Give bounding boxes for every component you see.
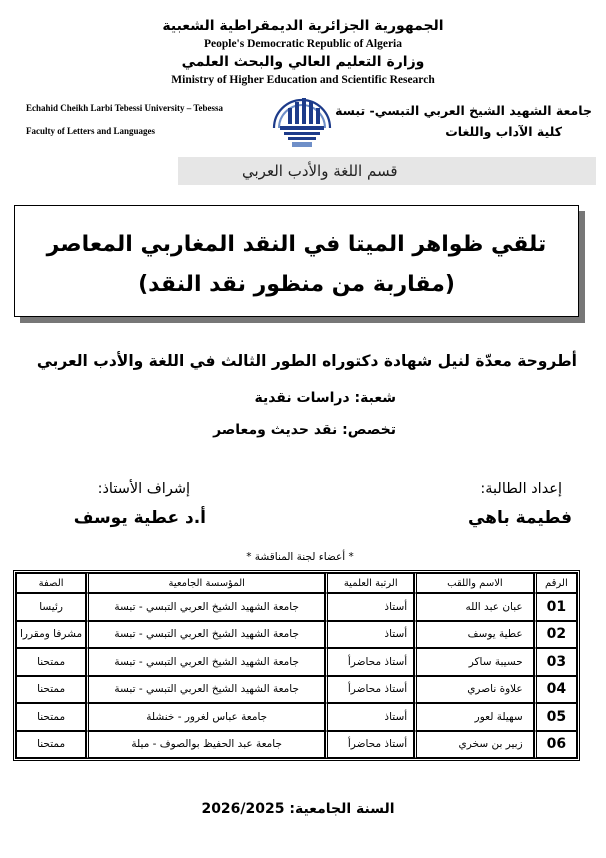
- jury-institution: جامعة الشهيد الشيخ العربي التبسي - تبسة: [86, 621, 325, 649]
- jury-role: ممتحنا: [16, 648, 86, 676]
- university-logo-icon: [268, 88, 336, 150]
- jury-institution: جامعة الشهيد الشيخ العربي التبسي - تبسة: [86, 593, 325, 621]
- branch-value: دراسات نقدية: [254, 390, 350, 406]
- jury-role: ممتحنا: [16, 676, 86, 704]
- table-row: [16, 731, 577, 759]
- university-name-en: Echahid Cheikh Larbi Tebessi University – Tebessa: [26, 103, 224, 113]
- title-frame: [14, 205, 585, 323]
- faculty-ar: كلية الآداب واللغات: [445, 124, 562, 139]
- jury-number: 05: [534, 703, 577, 731]
- table-row: [16, 703, 577, 731]
- jury-name: حسيبة ساكر: [414, 648, 534, 676]
- jury-table: [13, 570, 580, 761]
- col-rank: الرتبة العلمية: [325, 573, 414, 593]
- table-row: [16, 593, 577, 621]
- branch-line: شعبة: دراسات نقدية: [254, 390, 396, 406]
- jury-rank: أستاذ: [325, 703, 414, 731]
- jury-number: 06: [534, 731, 577, 759]
- jury-role: ممتحنا: [16, 703, 86, 731]
- academic-year: [190, 801, 406, 817]
- title-box: [14, 205, 579, 317]
- thesis-statement: أطروحة معدّة لنيل شهادة دكتوراه الطور الثالث في اللغة والأدب العربي: [36, 352, 577, 370]
- table-row: [16, 676, 577, 704]
- jury-institution: جامعة عباس لغرور - خنشلة: [86, 703, 325, 731]
- academic-year-value: 2026/2025: [201, 801, 285, 817]
- jury-institution: جامعة عبد الحفيظ بوالصوف - ميلة: [86, 731, 325, 759]
- jury-name: زبير بن سخري: [414, 731, 534, 759]
- jury-rank: أستاذ: [325, 593, 414, 621]
- jury-name: علاوة ناصري: [414, 676, 534, 704]
- specialty-label: تخصص: [347, 422, 396, 438]
- jury-role: ممتحنا: [16, 731, 86, 759]
- republic-en: People's Democratic Republic of Algeria: [203, 38, 402, 50]
- jury-number: 03: [534, 648, 577, 676]
- jury-name: سهيلة لعور: [414, 703, 534, 731]
- col-institution: المؤسسة الجامعية: [86, 573, 325, 593]
- jury-header-row: [16, 573, 577, 593]
- academic-year-label: السنة الجامعية:: [289, 801, 395, 817]
- jury-role: رئيسا: [16, 593, 86, 621]
- supervisor-name: أ.د عطية يوسف: [73, 508, 206, 528]
- jury-name: عبان عبد الله: [414, 593, 534, 621]
- student-name: فطيمة باهي: [467, 508, 572, 528]
- branch-label: شعبة: [360, 390, 396, 406]
- jury-number: 01: [534, 593, 577, 621]
- jury-caption: * أعضاء لجنة المناقشة *: [246, 551, 354, 563]
- student-label: إعداد الطالبة:: [480, 481, 562, 497]
- specialty-value: نقد حديث ومعاصر: [213, 422, 338, 438]
- university-name-ar: جامعة الشهيد الشيخ العربي التبسي- تبسة: [335, 103, 592, 118]
- jury-number: 04: [534, 676, 577, 704]
- ministry-en: Ministry of Higher Education and Scientific Research: [171, 74, 435, 86]
- jury-rank: أستاذ محاضرأ: [325, 648, 414, 676]
- faculty-en: Faculty of Letters and Languages: [26, 126, 155, 136]
- jury-rank: أستاذ محاضرأ: [325, 731, 414, 759]
- col-number: الرقم: [534, 573, 577, 593]
- jury-rank: أستاذ: [325, 621, 414, 649]
- jury-role: مشرفا ومقررا: [16, 621, 86, 649]
- table-row: [16, 621, 577, 649]
- department-bar: قسم اللغة والأدب العربي: [178, 157, 596, 185]
- jury-institution: جامعة الشهيد الشيخ العربي التبسي - تبسة: [86, 676, 325, 704]
- col-name: الاسم واللقب: [414, 573, 534, 593]
- col-role: الصفة: [16, 573, 86, 593]
- table-row: [16, 648, 577, 676]
- jury-name: عطية يوسف: [414, 621, 534, 649]
- jury-rank: أستاذ محاضرأ: [325, 676, 414, 704]
- jury-institution: جامعة الشهيد الشيخ العربي التبسي - تبسة: [86, 648, 325, 676]
- ministry-ar: وزارة التعليم العالي والبحث العلمي: [181, 54, 425, 70]
- thesis-title: تلقي ظواهر الميتا في النقد المغاربي المعاصر: [46, 232, 547, 257]
- jury-number: 02: [534, 621, 577, 649]
- thesis-subtitle: (مقاربة من منظور نقد النقد): [138, 272, 455, 297]
- republic-ar: الجمهورية الجزائرية الديمقراطية الشعبية: [162, 18, 444, 34]
- supervisor-label: إشراف الأستاذ:: [97, 481, 190, 497]
- specialty-line: تخصص: نقد حديث ومعاصر: [213, 422, 396, 438]
